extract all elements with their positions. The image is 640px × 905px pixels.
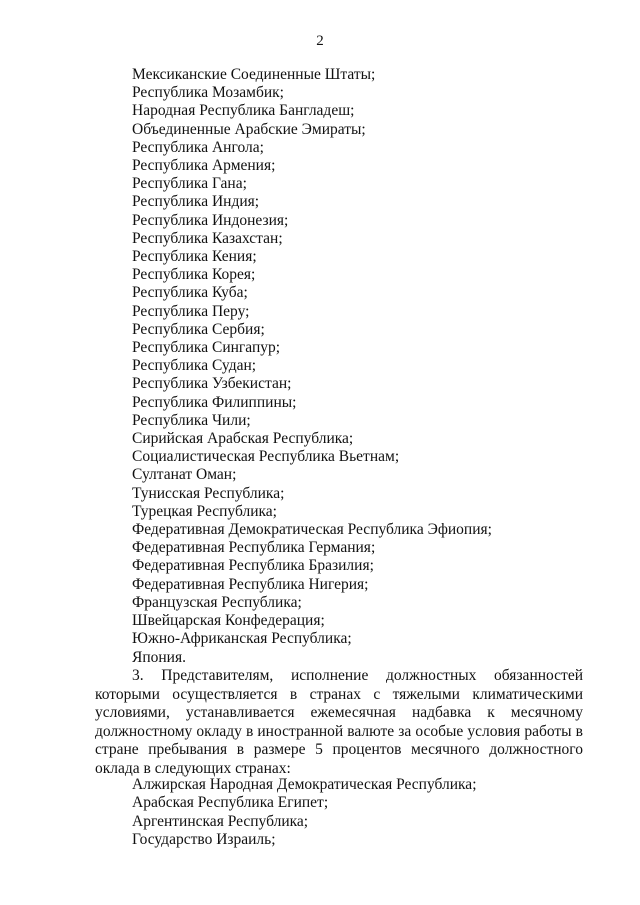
list-item: Федеративная Республика Нигерия; — [132, 575, 369, 593]
list-item: Япония. — [132, 648, 186, 666]
list-item: Федеративная Республика Бразилия; — [132, 557, 374, 575]
list-item: Швейцарская Конфедерация; — [132, 612, 325, 630]
list-item: Республика Куба; — [132, 284, 248, 302]
list-item: Аргентинская Республика; — [132, 812, 309, 830]
page-number: 2 — [316, 33, 324, 49]
list-item: Республика Чили; — [132, 411, 251, 429]
list-item: Республика Филиппины; — [132, 393, 297, 411]
list-item: Республика Корея; — [132, 266, 256, 284]
list-item: Республика Кения; — [132, 248, 257, 266]
list-item: Республика Перу; — [132, 302, 250, 320]
list-item: Республика Сингапур; — [132, 339, 281, 357]
list-item: Сирийская Арабская Республика; — [132, 430, 354, 448]
list-item: Республика Индия; — [132, 193, 260, 211]
list-item: Федеративная Демократическая Республика Эфиопия; — [132, 521, 492, 539]
list-item: Республика Ангола; — [132, 138, 264, 156]
list-item: Республика Мозамбик; — [132, 84, 284, 102]
list-item: Социалистическая Республика Вьетнам; — [132, 448, 400, 466]
list-item: Государство Израиль; — [132, 831, 276, 849]
list-item: Турецкая Республика; — [132, 502, 277, 520]
list-item: Республика Сербия; — [132, 320, 265, 338]
list-item: Республика Армения; — [132, 157, 276, 175]
list-item: Федеративная Республика Германия; — [132, 539, 376, 557]
list-item: Арабская Республика Египет; — [132, 794, 329, 812]
list-item: Южно-Африканская Республика; — [132, 630, 352, 648]
list-item: Республика Индонезия; — [132, 211, 289, 229]
list-item: Французская Республика; — [132, 593, 302, 611]
list-item: Республика Казахстан; — [132, 229, 283, 247]
list-item: Мексиканские Соединенные Штаты; — [132, 66, 376, 83]
list-item: Народная Республика Бангладеш; — [132, 102, 355, 120]
list-item: Республика Узбекистан; — [132, 375, 292, 393]
list-item: Объединенные Арабские Эмираты; — [132, 120, 366, 138]
list-item: Тунисская Республика; — [132, 484, 285, 502]
list-item: Султанат Оман; — [132, 466, 237, 484]
list-item: Алжирская Народная Демократическая Республика; — [132, 776, 477, 793]
list-item: Республика Гана; — [132, 175, 247, 193]
country-list-hardship — [132, 776, 602, 850]
list-item: Республика Судан; — [132, 357, 257, 375]
paragraph-3: 3. Представителям, исполнение должностных обязанностей которыми осуществляется в странах с тяжелыми климатическими условиями, устанавливается ежемесячная надбавка к месячному должностному окладу в иностранной валюте за особые условия работы в стране пребывания в размере 5 процентов месячного должностного оклада в следующих странах: — [95, 667, 583, 777]
country-list — [132, 66, 602, 667]
